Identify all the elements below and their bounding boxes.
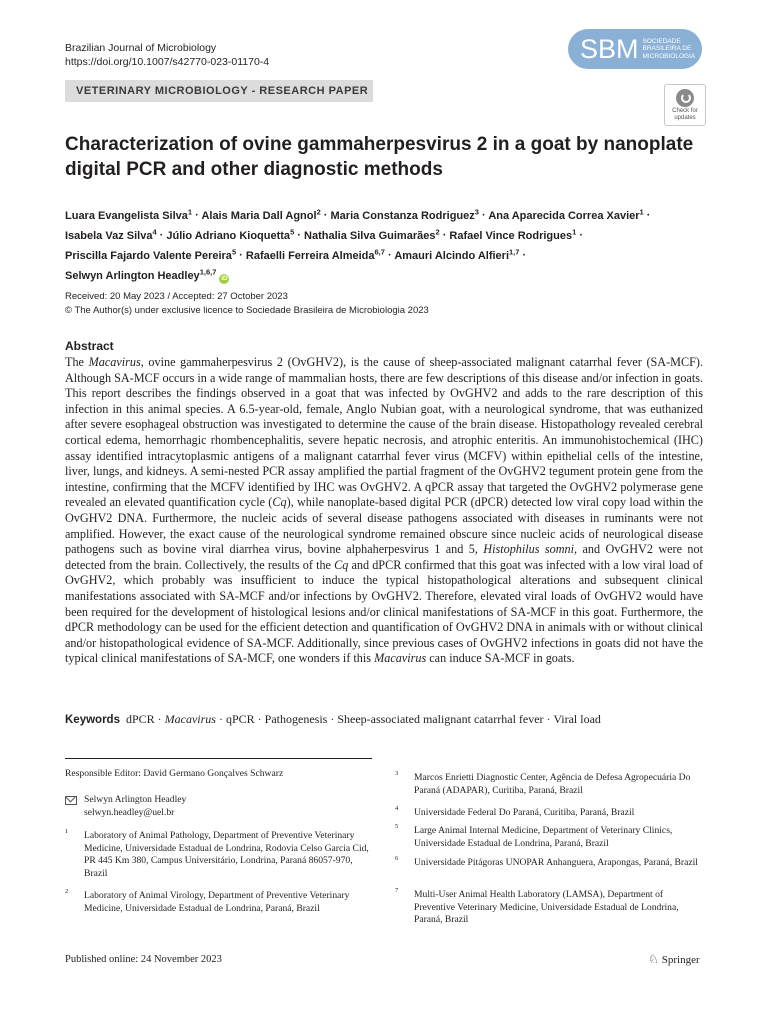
corresponding-author [84,794,186,819]
author-name: Júlio Adriano Kioquetta [166,229,291,242]
abstract-italic: Macavirus [88,355,141,369]
author[interactable] [65,207,193,222]
affiliation-number: 2 [65,888,69,895]
journal-name: Brazilian Journal of Microbiology [65,42,217,54]
author-affiliation: 5 [290,227,295,237]
logo-line-2: BRASILEIRA DE [642,45,692,53]
abstract-text: and dPCR confirmed that this goat was infected with a low viral load of OvGHV2, which probably was insufficient to induce the typical histopathological alterations and subsequent clinical manifestations associated with SA-MCF and/or infections by OvGHV2. Therefore, elevated viral loads of OvGHV2 would have been required for the development of histological lesions and/or clinical manifestations of SA-MCF in this goat. Furthermore, the dPCR methodology can be used for the efficient detection and quantification of OvGHV2 DNA in animals with or without clinical and/or histopathological evidence of SA-MCF. Additionally, since previous cases of OvGHV2 infections in goats did not have the typical clinical manifestations of SA-MCF, one wonders if this [65,557,703,666]
author-affiliation: 1,7 [509,247,520,257]
responsible-editor: Responsible Editor: David Germano Gonçalves Schwarz [65,768,284,779]
logo-acronym: SBM [580,33,639,64]
author[interactable] [65,267,217,283]
author-name: Selwyn Arlington Headley [65,270,200,283]
affiliation-number: 6 [395,855,399,862]
author[interactable] [65,227,157,242]
author-affiliation: 5 [231,247,237,257]
author-affiliation: 6,7 [374,247,385,257]
affiliation-text: Marcos Enrietti Diagnostic Center, Agência de Defesa Agropecuária Do Paraná (ADAPAR), Curitiba, Paraná, Brazil [414,772,691,796]
publisher-logo [648,952,700,967]
keyword-text: · qPCR · Pathogenesis · Sheep-associated malignant catarrhal fever · Viral load [215,712,601,726]
affiliation-text: Universidade Pitágoras UNOPAR Anhanguera, Arapongas, Paraná, Brazil [414,857,698,868]
author-affiliation: 1,6,7 [199,267,217,277]
author-name: Alais Maria Dall Agnol [201,209,317,222]
envelope-icon [65,796,77,805]
journal-header [65,41,269,69]
author-affiliation: 3 [474,207,479,216]
abstract-body [65,355,703,667]
author[interactable] [245,247,385,262]
affiliation-number: 4 [395,805,399,812]
abstract-italic: Cq [334,557,349,572]
abstract-italic: Histophilus somni [483,542,575,557]
check-updates-icon [676,89,694,107]
author-name: Nathalia Silva Guimarães [304,229,436,242]
article-title: Characterization of ovine gammaherpesvirus 2 in a goat by nanoplate digital PCR and other diagnostic methods [65,134,694,180]
affiliation-text: Laboratory of Animal Virology, Department of Preventive Veterinary Medicine, Universidade Estadual de Londrina, Paraná, Brazil [84,890,350,914]
author-affiliation: 1 [187,207,193,216]
keywords-label: Keywords [65,714,120,726]
springer-horse-icon: ♘ [648,952,659,966]
logo-society-name [643,38,696,60]
author-name: Luara Evangelista Silva [65,209,188,222]
check-updates-line-2: updates [674,114,696,121]
author[interactable] [201,207,321,222]
keyword-text: dPCR · [125,712,165,726]
abstract-text: , and OvGHV2 were not detected from the brain. Collectively, the results of the [65,542,703,572]
abstract-text: , ovine gammaherpesvirus 2 (OvGHV2), is the cause of sheep-associated malignant catarrhal fever (SA-MCF). Although SA-MCF occurs in a wide range of mammalian hosts, there are few descriptions of this disease and/or infection in goats. This report describes the findings observed in a goat that was infected by OvGHV2 and adds to the rare description of this infection in this animal species. A 6.5-year-old, female, Anglo Nubian goat, with a neurological syndrome, that was euthanized after severe esophageal obstruction was investigated to determine the cause of the brain disease. Histopathology revealed cerebral cortical edema, hemorrhagic rhombencephalitis, severe hepatic necrosis, and atrophic enteritis. An immunohistochemical (IHC) assay identified intracytoplasmic antigens of a malignant catarrhal fever virus (MCFV) within epithelial cells of the intestine, liver, lungs, and kidneys. A semi-nested PCR assay amplified the partial fragment of the OvGHV2 tegument protein gene from the intestine, confirming that the MCFV identified by IHC was OvGHV2. A qPCR assay that targeted the OvGHV2 polymerase gene revealed an elevated quantification cycle ( [65,355,703,510]
author[interactable] [304,227,440,242]
author-affiliation: 1 [639,207,644,216]
author[interactable] [394,247,520,262]
author-name: Priscilla Fajardo Valente Pereira [65,249,232,262]
footnote-divider [65,758,372,759]
check-updates-line-1: Check for [672,108,698,114]
author[interactable] [330,207,479,222]
author-list: Luara Evangelista Silva$^1$ · Alais Maria Dall Agnol$^2$ · Maria Constanza Rodriguez$^3$ · Ana Aparecida Correa Xavier$^1$ · Isabela Vaz Silva$^4$ · Júlio Adriano Kioquetta$^5$ · Nathalia Silva Guimarães$^2$ · Rafael Vince Rodrigues$^1$ · Priscilla Fajardo Valente Pereira$^5$ · Rafaelli Ferreira Almeida$^{6,7}$ · Amauri Alcindo Alfieri$^{1,7}$ · Selwyn Arlington Headley$^{1,6,7}$ iD [65,207,651,283]
doi-link[interactable]: https://doi.org/10.1007/s42770-023-01170-4 [65,56,270,68]
affiliation-number: 3 [395,770,399,777]
sbm-logo [568,29,702,69]
article-category: VETERINARY MICROBIOLOGY - RESEARCH PAPER [76,85,369,97]
author[interactable] [166,227,295,242]
logo-line-3: MICROBIOLOGIA [642,52,696,60]
keywords [65,711,705,728]
abstract-text: ), while nanoplate-based digital PCR (dPCR) detected low viral copy load within the OvGHV2 DNA. Furthermore, the nucleic acids of several disease pathogens associated with diseases in ruminants were not amplified. However, the exact cause of the neurological syndrome remained obscure since nucleic acids of neurological disease pathogens such as bovine viral diarrhea virus, bovine alphaherpesvirus 1 and 5, [65,495,703,557]
author-name: Maria Constanza Rodriguez [330,209,475,222]
affiliation-text: Large Animal Internal Medicine, Department of Veterinary Clinics, Universidade Estadual de Londrina, Paraná, Brazil [414,825,673,849]
received-accepted-dates: Received: 20 May 2023 / Accepted: 27 October 2023 [65,291,288,302]
author-name: Ana Aparecida Correa Xavier [488,209,640,222]
article-dates [65,290,429,317]
affiliation-text: Universidade Federal Do Paraná, Curitiba, Paraná, Brazil [414,807,635,818]
author-affiliation: 4 [152,227,157,237]
affiliation-number: 1 [65,828,69,835]
affiliation-number: 7 [395,887,399,894]
author-affiliation: 2 [435,227,440,237]
author-affiliation: 2 [316,207,321,216]
affiliation-number: 5 [395,823,399,830]
corresponding-author-email[interactable]: selwyn.headley@uel.br [84,806,175,818]
author-name: Isabela Vaz Silva [65,229,153,242]
orcid-icon[interactable]: iD [221,275,228,283]
article-category-banner [65,80,373,102]
affiliation-text: Multi-User Animal Health Laboratory (LAMSA), Department of Preventive Veterinary Medicine, Universidade Estadual de Londrina, Paraná, Brazil [414,889,679,926]
check-for-updates-button[interactable] [664,84,706,126]
publisher-name: Springer [661,954,700,966]
affiliation-text: Laboratory of Animal Pathology, Department of Preventive Veterinary Medicine, Universidade Estadual de Londrina, Rodovia Celso Garcia Cid, PR 445 Km 380, Campus Universitário, Londrina, Paraná 86057-970, Brazil [84,830,369,879]
keyword-italic: Macavirus [164,712,216,726]
abstract-text: The [65,355,89,369]
corresponding-author-name: Selwyn Arlington Headley [84,794,187,805]
abstract-italic: Cq [272,495,287,510]
author-name: Rafaelli Ferreira Almeida [245,249,375,262]
abstract-text: can induce SA-MCF in goats. [426,651,575,666]
author-name: Rafael Vince Rodrigues [449,229,573,242]
abstract-italic: Macavirus [374,651,427,666]
abstract-heading: Abstract [65,339,114,353]
author[interactable] [488,207,644,222]
author-name: Amauri Alcindo Alfieri [394,249,510,262]
author-affiliation: 1 [572,227,577,237]
check-updates-label [665,108,705,121]
copyright-notice: © The Author(s) under exclusive licence to Sociedade Brasileira de Microbiologia 2023 [65,304,429,316]
logo-line-1: SOCIEDADE [642,38,681,46]
published-date: Published online: 24 November 2023 [65,954,222,965]
author[interactable] [65,247,237,262]
author[interactable] [449,227,577,242]
